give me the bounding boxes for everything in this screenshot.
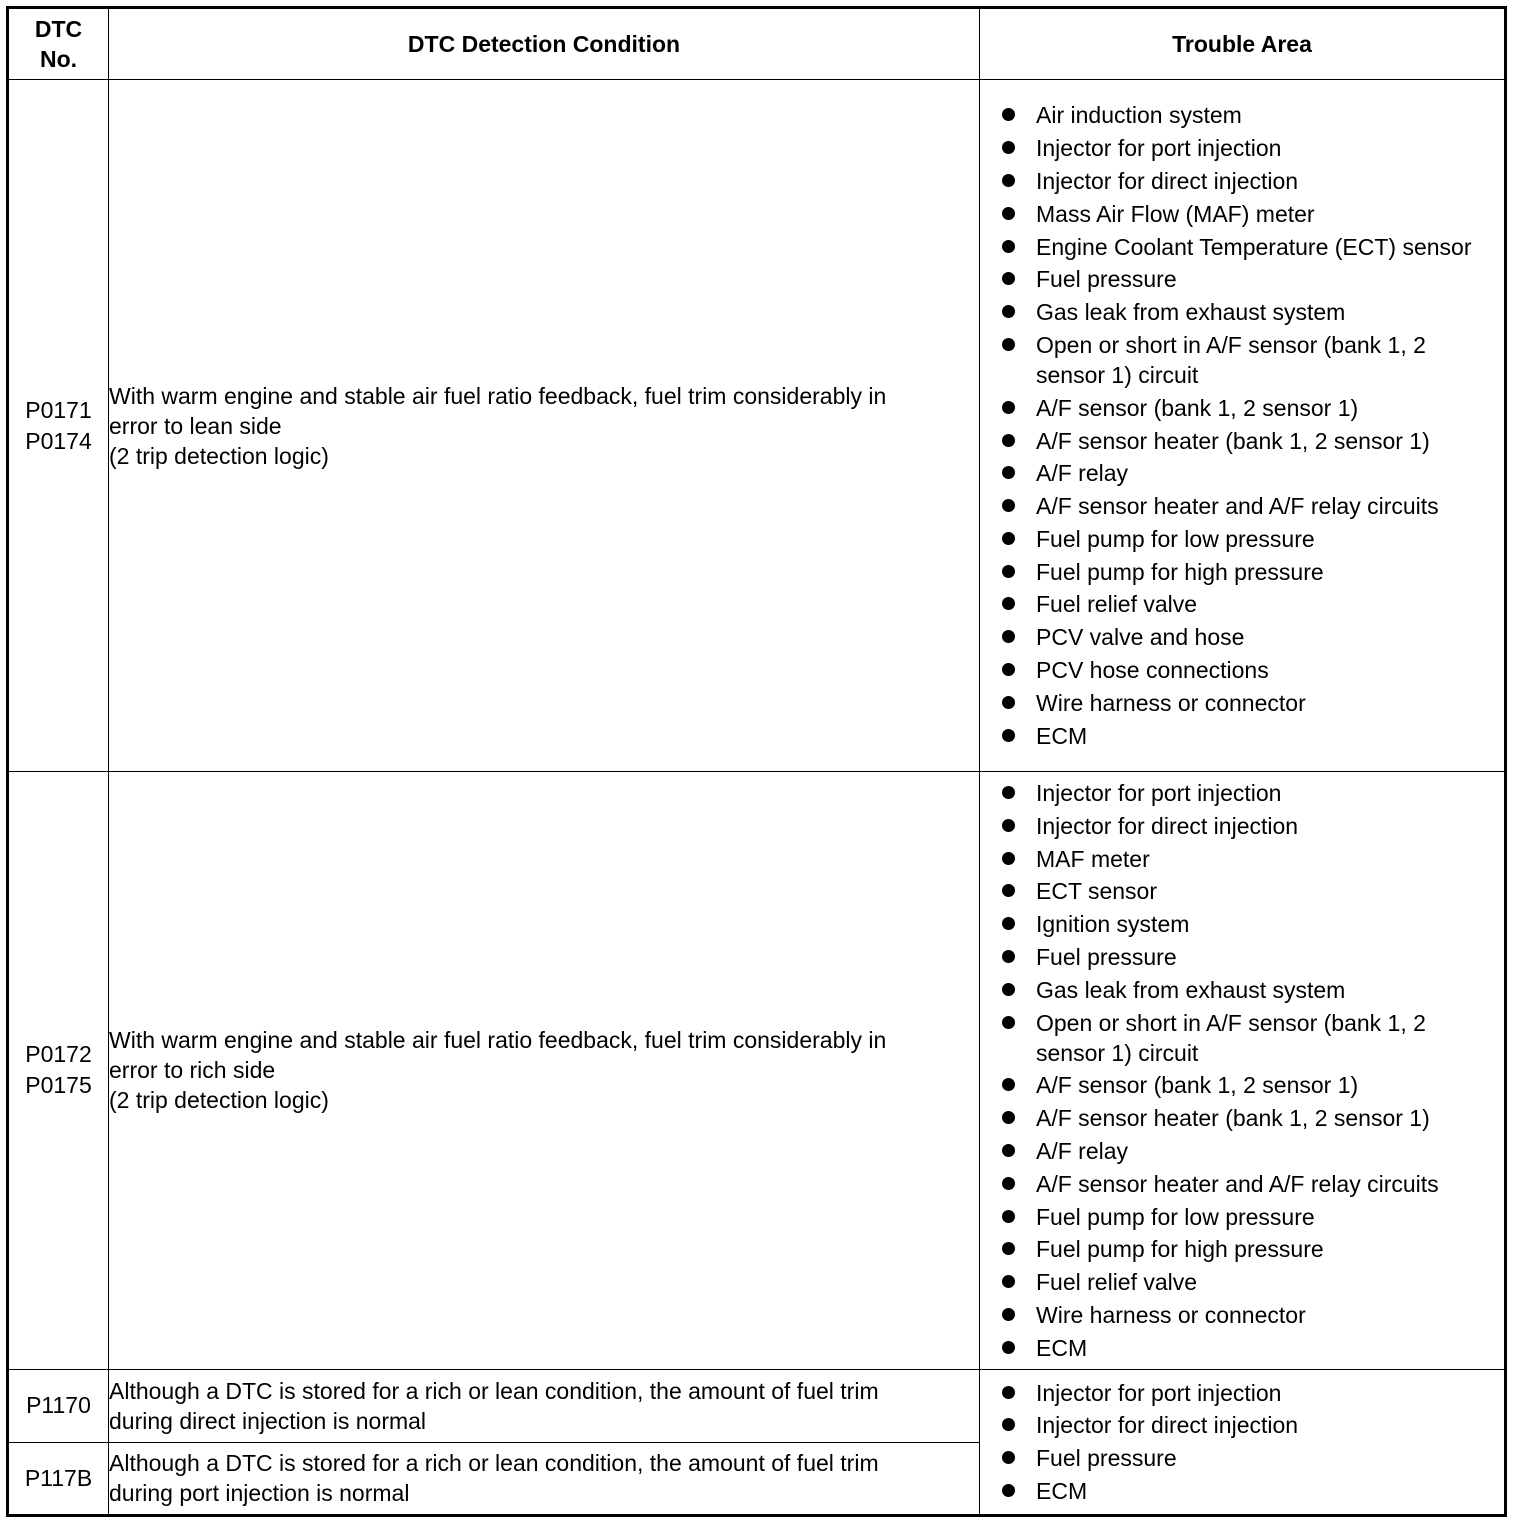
list-item-text: A/F sensor heater (bank 1, 2 sensor 1) (1036, 427, 1430, 454)
dtc-code: P117B (24, 1464, 93, 1491)
list-item (1002, 1300, 1496, 1330)
list-item-text: ECM (1036, 722, 1088, 749)
list-item-text: Injector for port injection (1036, 135, 1282, 162)
bullet-icon (1002, 1341, 1015, 1354)
bullet-icon (1002, 207, 1015, 220)
list-item-text: A/F sensor heater and A/F relay circuits (1036, 493, 1439, 520)
list-item (1002, 1202, 1496, 1232)
list-item (1002, 133, 1496, 163)
list-item (1002, 1476, 1496, 1506)
bullet-icon (1002, 532, 1015, 545)
bullet-icon (1002, 174, 1015, 187)
bullet-icon (1002, 401, 1015, 414)
bullet-icon (1002, 1386, 1015, 1399)
list-item-text: PCV hose connections (1036, 657, 1269, 684)
list-item-text: Fuel relief valve (1036, 1269, 1198, 1296)
dtc-code: P0171 (25, 396, 92, 423)
list-item (1002, 1103, 1496, 1133)
list-item-text: Injector for direct injection (1036, 167, 1299, 194)
list-item (1002, 655, 1496, 685)
list-item (1002, 1169, 1496, 1199)
list-item-text: Open or short in A/F sensor (bank 1, 2 sensor 1) circuit (1036, 1009, 1426, 1066)
list-item (1002, 458, 1496, 488)
dtc-code: P0175 (25, 1072, 92, 1099)
list-item-text: Fuel pressure (1036, 943, 1177, 970)
header-condition: DTC Detection Condition (109, 8, 980, 80)
condition-line: With warm engine and stable air fuel ratio feedback, fuel trim considerably in (109, 1027, 887, 1054)
condition-line: (2 trip detection logic) (109, 442, 329, 469)
bullet-icon (1002, 466, 1015, 479)
detection-condition (109, 1369, 980, 1442)
list-item (1002, 688, 1496, 718)
bullet-icon (1002, 240, 1015, 253)
trouble-area-list (980, 772, 1504, 1369)
bullet-icon (1002, 884, 1015, 897)
list-item-text: ECM (1036, 1334, 1088, 1361)
header-dtc-no (8, 8, 109, 80)
list-item (1002, 1333, 1496, 1363)
bullet-icon (1002, 1144, 1015, 1157)
condition-line: (2 trip detection logic) (109, 1087, 329, 1114)
bullet-icon (1002, 1111, 1015, 1124)
list-item (1002, 297, 1496, 327)
list-item (1002, 264, 1496, 294)
list-item-text: ECM (1036, 1477, 1088, 1504)
bullet-icon (1002, 786, 1015, 799)
table-row (8, 80, 1506, 772)
header-trouble-area: Trouble Area (980, 8, 1506, 80)
list-item-text: Fuel relief valve (1036, 591, 1198, 618)
list-item-text: A/F relay (1036, 460, 1129, 487)
list-item-text: Fuel pump for low pressure (1036, 525, 1315, 552)
list-item-text: Fuel pressure (1036, 1445, 1177, 1472)
list-item (1002, 778, 1496, 808)
list-item (1002, 975, 1496, 1005)
list-item (1002, 909, 1496, 939)
bullet-icon (1002, 1210, 1015, 1223)
list-item (1002, 199, 1496, 229)
list-item-text: Mass Air Flow (MAF) meter (1036, 200, 1315, 227)
dtc-code: P0172 (25, 1041, 92, 1068)
list-item-text: MAF meter (1036, 845, 1150, 872)
list-item-text: PCV valve and hose (1036, 624, 1245, 651)
list-item (1002, 491, 1496, 521)
list-item (1002, 721, 1496, 751)
bullet-icon (1002, 434, 1015, 447)
list-item-text: Gas leak from exhaust system (1036, 976, 1346, 1003)
list-item (1002, 811, 1496, 841)
bullet-icon (1002, 729, 1015, 742)
trouble-area-cell (980, 772, 1506, 1370)
list-item-text: Gas leak from exhaust system (1036, 299, 1346, 326)
list-item (1002, 1443, 1496, 1473)
condition-line: Although a DTC is stored for a rich or lean condition, the amount of fuel trim (109, 1450, 879, 1477)
list-item (1002, 166, 1496, 196)
dtc-code-cell (8, 1369, 109, 1442)
list-item-text: Injector for direct injection (1036, 812, 1299, 839)
detection-condition (109, 80, 980, 772)
bullet-icon (1002, 1418, 1015, 1431)
header-dtc-no-line2: No. (39, 46, 78, 72)
bullet-icon (1002, 272, 1015, 285)
list-item (1002, 1234, 1496, 1264)
list-item-text: A/F sensor (bank 1, 2 sensor 1) (1036, 394, 1359, 421)
list-item-text: Engine Coolant Temperature (ECT) sensor (1036, 233, 1472, 260)
bullet-icon (1002, 597, 1015, 610)
list-item-text: Fuel pump for low pressure (1036, 1203, 1315, 1230)
bullet-icon (1002, 1016, 1015, 1029)
bullet-icon (1002, 663, 1015, 676)
condition-line: during direct injection is normal (109, 1407, 427, 1434)
bullet-icon (1002, 917, 1015, 930)
list-item (1002, 1136, 1496, 1166)
bullet-icon (1002, 696, 1015, 709)
bullet-icon (1002, 108, 1015, 121)
list-item (1002, 557, 1496, 587)
condition-line: error to lean side (109, 412, 282, 439)
bullet-icon (1002, 1451, 1015, 1464)
bullet-icon (1002, 1177, 1015, 1190)
list-item-text: Open or short in A/F sensor (bank 1, 2 sensor 1) circuit (1036, 331, 1426, 388)
bullet-icon (1002, 305, 1015, 318)
bullet-icon (1002, 1308, 1015, 1321)
list-item-text: A/F sensor heater and A/F relay circuits (1036, 1170, 1439, 1197)
list-item-text: Injector for port injection (1036, 1379, 1282, 1406)
trouble-area-list (980, 1372, 1504, 1512)
list-item-text: Fuel pump for high pressure (1036, 1236, 1324, 1263)
bullet-icon (1002, 1078, 1015, 1091)
bullet-icon (1002, 1484, 1015, 1497)
dtc-code-cell (8, 1442, 109, 1515)
header-dtc-no-line1: DTC (34, 16, 83, 42)
list-item (1002, 844, 1496, 874)
table-row (8, 772, 1506, 1370)
bullet-icon (1002, 565, 1015, 578)
bullet-icon (1002, 630, 1015, 643)
condition-line: Although a DTC is stored for a rich or lean condition, the amount of fuel trim (109, 1377, 879, 1404)
bullet-icon (1002, 983, 1015, 996)
list-item-text: Air induction system (1036, 102, 1242, 129)
list-item (1002, 100, 1496, 130)
dtc-code-cell (8, 80, 109, 772)
trouble-area-cell (980, 1369, 1506, 1515)
list-item-text: Ignition system (1036, 911, 1190, 938)
list-item-text: Wire harness or connector (1036, 1301, 1306, 1328)
list-item (1002, 622, 1496, 652)
bullet-icon (1002, 852, 1015, 865)
detection-condition (109, 1442, 980, 1515)
bullet-icon (1002, 1275, 1015, 1288)
list-item (1002, 524, 1496, 554)
table-row (8, 1369, 1506, 1442)
condition-line: With warm engine and stable air fuel ratio feedback, fuel trim considerably in (109, 382, 887, 409)
list-item-text: Fuel pump for high pressure (1036, 558, 1324, 585)
condition-line: error to rich side (109, 1057, 276, 1084)
bullet-icon (1002, 338, 1015, 351)
list-item-text: Fuel pressure (1036, 266, 1177, 293)
list-item-text: A/F sensor (bank 1, 2 sensor 1) (1036, 1072, 1359, 1099)
trouble-area-list (980, 94, 1504, 756)
list-item (1002, 942, 1496, 972)
list-item (1002, 1070, 1496, 1100)
dtc-table (6, 6, 1507, 1517)
dtc-code-cell (8, 772, 109, 1370)
list-item-text: A/F relay (1036, 1137, 1129, 1164)
dtc-code: P1170 (26, 1392, 91, 1419)
dtc-code: P0174 (25, 427, 92, 454)
list-item-text: ECT sensor (1036, 878, 1158, 905)
header-row (8, 8, 1506, 80)
list-item (1002, 232, 1496, 262)
list-item (1002, 426, 1496, 456)
list-item (1002, 876, 1496, 906)
bullet-icon (1002, 499, 1015, 512)
list-item (1002, 589, 1496, 619)
list-item (1002, 1378, 1496, 1408)
list-item (1002, 1410, 1496, 1440)
list-item (1002, 1267, 1496, 1297)
list-item (1002, 330, 1496, 390)
list-item-text: A/F sensor heater (bank 1, 2 sensor 1) (1036, 1105, 1430, 1132)
condition-line: during port injection is normal (109, 1480, 410, 1507)
bullet-icon (1002, 819, 1015, 832)
detection-condition (109, 772, 980, 1370)
trouble-area-cell (980, 80, 1506, 772)
list-item (1002, 393, 1496, 423)
list-item-text: Wire harness or connector (1036, 689, 1306, 716)
list-item-text: Injector for port injection (1036, 780, 1282, 806)
bullet-icon (1002, 141, 1015, 154)
list-item-text: Injector for direct injection (1036, 1412, 1299, 1439)
list-item (1002, 1008, 1496, 1068)
bullet-icon (1002, 1242, 1015, 1255)
bullet-icon (1002, 950, 1015, 963)
